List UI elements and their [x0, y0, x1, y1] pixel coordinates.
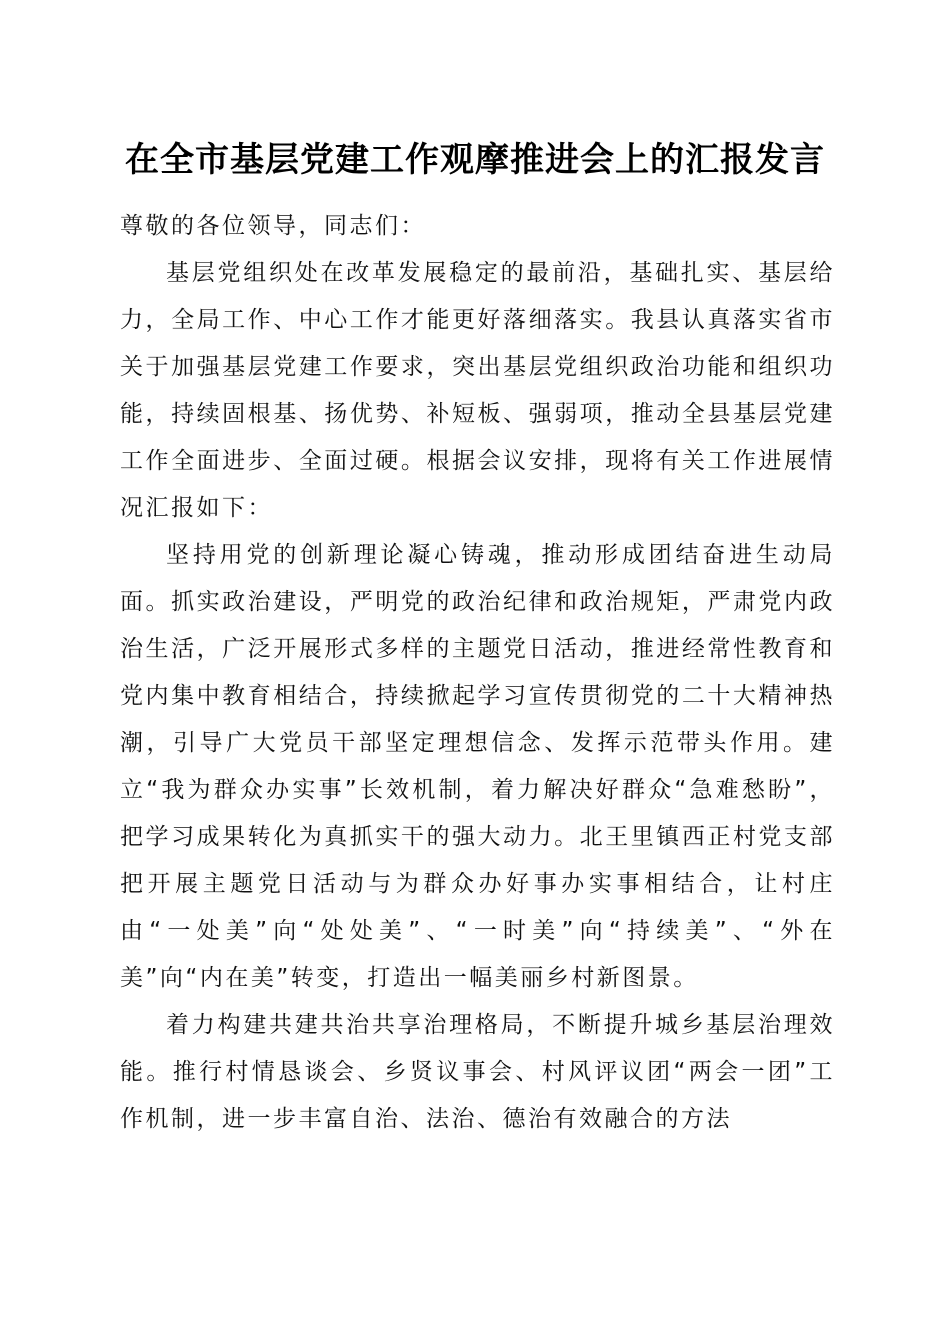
paragraph-intro: 基层党组织处在改革发展稳定的最前沿，基础扎实、基层给力，全局工作、中心工作才能更好落细落实。我县认真落实省市关于加强基层党建工作要求，突出基层党组织政治功能和组织功能，持续固根基、扬优势、补短板、强弱项，推动全县基层党建工作全面进步、全面过硬。根据会议安排，现将有关工作进展情况汇报如下：: [120, 260, 835, 521]
salutation: 尊敬的各位领导，同志们：: [120, 213, 426, 239]
document-title: 在全市基层党建工作观摩推进会上的汇报发言: [125, 140, 825, 180]
document-body: [120, 203, 835, 1143]
paragraph-political-theory: 坚持用党的创新理论凝心铸魂，推动形成团结奋进生动局面。抓实政治建设，严明党的政治纪律和政治规矩，严肃党内政治生活，广泛开展形式多样的主题党日活动，推进经常性教育和党内集中教育相结合，持续掀起学习宣传贯彻党的二十大精神热潮，引导广大党员干部坚定理想信念、发挥示范带头作用。建立“我为群众办实事”长效机制，着力解决好群众“急难愁盼”，把学习成果转化为真抓实干的强大动力。北王里镇西正村党支部把开展主题党日活动与为群众办好事办实事相结合，让村庄由“一处美”向“处处美”、“一时美”向“持续美”、“外在美”向“内在美”转变，打造出一幅美丽乡村新图景。: [120, 542, 835, 991]
paragraph-governance: 着力构建共建共治共享治理格局，不断提升城乡基层治理效能。推行村情恳谈会、乡贤议事会、村风评议团“两会一团”工作机制，进一步丰富自治、法治、德治有效融合的方法: [120, 1012, 835, 1132]
